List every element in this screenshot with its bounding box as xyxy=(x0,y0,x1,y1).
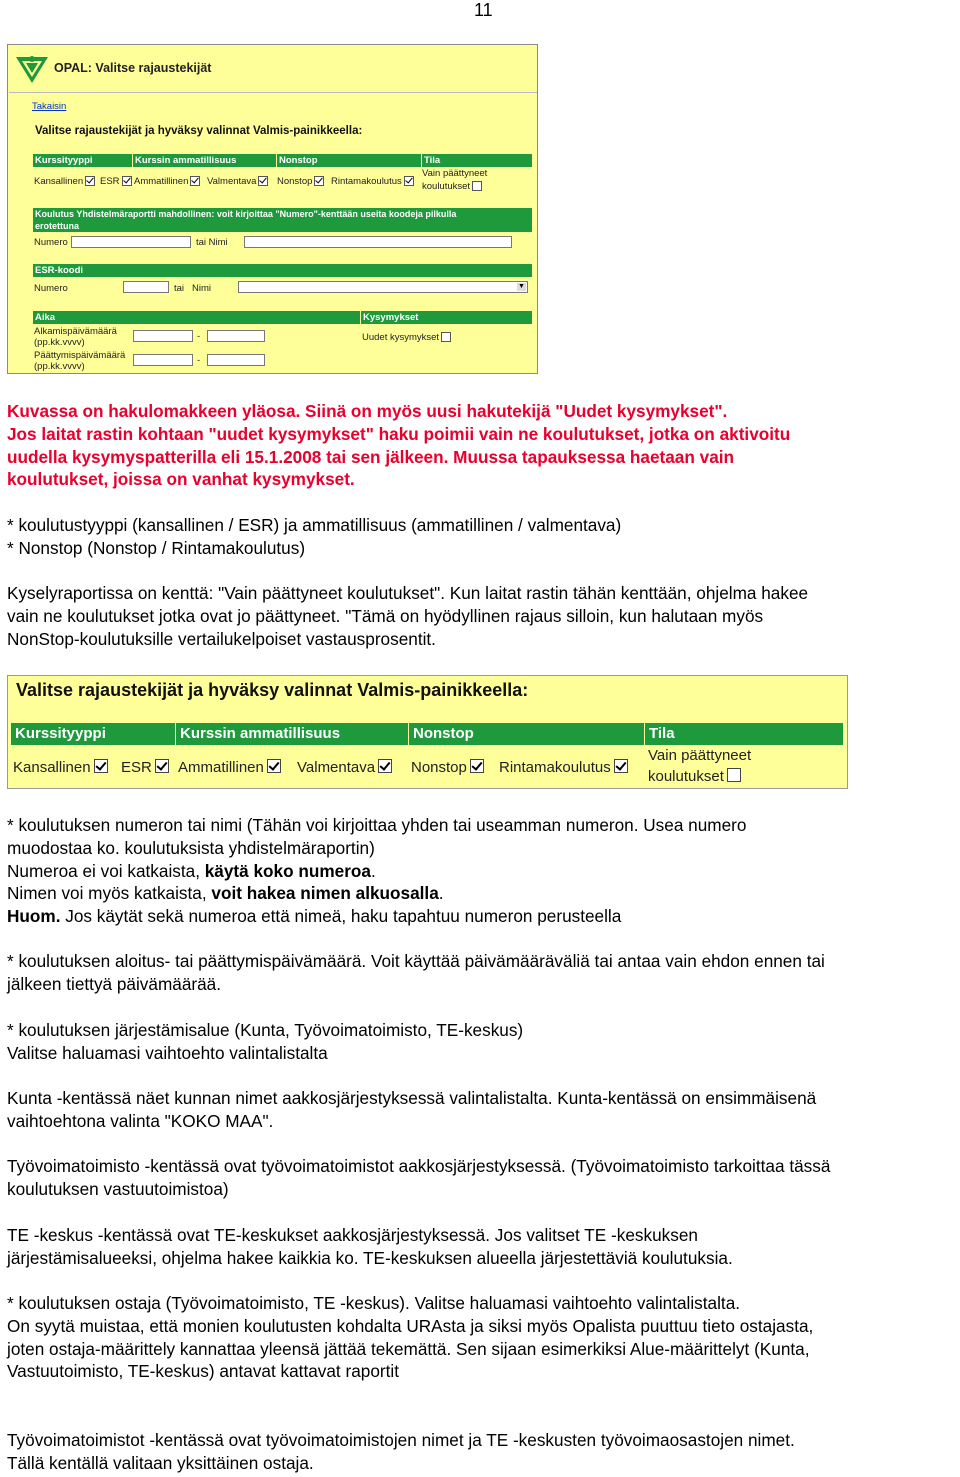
numero-label: Numero xyxy=(34,237,68,248)
paattymis-start-input[interactable] xyxy=(133,354,193,366)
esr-koodi-bar: ESR-koodi xyxy=(33,264,532,277)
alkamis-dash: - xyxy=(197,331,201,342)
tyovoima-section: Työvoimatoimisto -kentässä ovat työvoimatoimistot aakkosjärjestyksessä. (Työvoimatoimisto tarkoittaa tässä koulutuksen vastuutoimistoa) xyxy=(7,1156,831,1199)
kysymykset-bar: Kysymykset xyxy=(361,311,532,324)
option2-valmentava: Valmentava xyxy=(297,759,392,776)
header2-kurssityyppi: Kurssityyppi xyxy=(11,723,175,745)
header-tila: Tila xyxy=(422,154,532,167)
aika-bar: Aika xyxy=(33,311,360,324)
red-note: Kuvassa on hakulomakkeen yläosa. Siinä on myös uusi hakutekijä "Uudet kysymykset". Jos laitat rastin kohtaan "uudet kysymykset" haku poimii vain ne koulutukset, jotka on aktivoitu uudella kysymyspatterilla eli 15.1.2008 tai sen jälkeen. Muussa tapauksessa haetaan vain koulutukset, joissa on vanhat kysymykset. xyxy=(7,401,791,490)
option-ammatillinen: Ammatillinen xyxy=(134,176,200,187)
option-nonstop: Nonstop xyxy=(277,176,324,187)
opal-logo-icon xyxy=(14,53,50,85)
back-link[interactable]: Takaisin xyxy=(32,101,67,112)
paiva-section: * koulutuksen aloitus- tai päättymispäivämäärä. Voit käyttää päivämääräväliä tai antaa vain ehdon ennen tai jälkeen tiettyä päivämäärää. xyxy=(7,951,825,994)
alkamis-label: Alkamispäivämäärä (pp.kk.vvvv) xyxy=(34,326,117,348)
checkbox2-ammatillinen[interactable] xyxy=(267,759,281,773)
option2-nonstop: Nonstop xyxy=(411,759,484,776)
option-uudet-kysymykset: Uudet kysymykset xyxy=(362,332,451,343)
option2-kansallinen: Kansallinen xyxy=(13,759,108,776)
option-tila-line1: Vain päättyneet xyxy=(422,168,488,179)
header-nonstop: Nonstop xyxy=(277,154,421,167)
selection-instruction: Valitse rajaustekijät ja hyväksy valinnat Valmis-painikkeella: xyxy=(16,680,529,700)
esr-numero-label: Numero xyxy=(34,283,68,294)
chevron-down-icon: ▼ xyxy=(518,283,525,290)
form-instruction: Valitse rajaustekijät ja hyväksy valinnat Valmis-painikkeella: xyxy=(35,125,363,137)
checkbox2-valmentava[interactable] xyxy=(378,759,392,773)
alue-section: * koulutuksen järjestämisalue (Kunta, Työvoimatoimisto, TE-keskus) Valitse haluamasi vaihtoehto valintalistalta xyxy=(7,1020,524,1063)
alkamis-end-input[interactable] xyxy=(207,330,265,342)
kunta-section: Kunta -kentässä näet kunnan nimet aakkosjärjestyksessä valintalistalta. Kunta-kentässä on ensimmäisenä vaihtoehtona valinta "KOKO MAA". xyxy=(7,1088,817,1131)
header2-nonstop: Nonstop xyxy=(409,723,644,745)
option-rintamakoulutus: Rintamakoulutus xyxy=(331,176,414,187)
esr-nimi-select[interactable] xyxy=(238,281,528,293)
app-title: OPAL: Valitse rajaustekijät xyxy=(54,61,212,75)
header2-ammatillisuus: Kurssin ammatillisuus xyxy=(176,723,408,745)
header-kurssityyppi: Kurssityyppi xyxy=(33,154,132,167)
option2-rintamakoulutus: Rintamakoulutus xyxy=(499,759,628,776)
numero-section: * koulutuksen numeron tai nimi (Tähän voi kirjoittaa yhden tai useamman numeron. Usea numero muodostaa ko. koulutuksista yhdistelmäraportin) Numeroa ei voi katkaista, käytä koko numeroa. Nimen voi myös katkaista, voit hakea nimen alkuosalla. Huom. Jos käytät sekä numeroa että nimeä, haku tapahtuu numeron perusteella xyxy=(7,815,747,927)
koulutus-bar: Koulutus Yhdistelmäraportti mahdollinen: voit kirjoittaa "Numero"-kenttään useita koodeja pilkulla erotettuna xyxy=(33,208,532,232)
checkbox-esr[interactable] xyxy=(122,176,132,186)
selection-screenshot xyxy=(7,675,848,789)
checkbox2-nonstop[interactable] xyxy=(470,759,484,773)
option-kansallinen: Kansallinen xyxy=(34,176,95,187)
nimi-input[interactable] xyxy=(244,236,512,248)
ostaja-section: * koulutuksen ostaja (Työvoimatoimisto, TE -keskus). Valitse haluamasi vaihtoehto valintalistalta. On syytä muistaa, että monien koulutusten kohdalta URAsta ja siksi myös Opalista puuttuu tieto ostajasta, joten ostaja-määrittely kannattaa yleensä jättää tekemättä. Sen sijaan esimerkiksi Alue-määrittelyt (Kunta, Vastuutoimisto, TE-keskus) antavat kattavat raportit xyxy=(7,1293,814,1382)
paattymis-end-input[interactable] xyxy=(207,354,265,366)
option-tila: koulutukset xyxy=(422,181,482,192)
final-section: Työvoimatoimistot -kentässä ovat työvoimatoimistojen nimet ja TE -keskusten työvoimaosastojen nimet. Tällä kentällä valitaan yksittäinen ostaja. xyxy=(7,1430,795,1473)
checkbox-uudet-kysymykset[interactable] xyxy=(441,332,451,342)
option2-esr: ESR xyxy=(121,759,169,776)
esr-tai-label: tai xyxy=(174,283,185,294)
checkbox-ammatillinen[interactable] xyxy=(190,176,200,186)
esr-nimi-label: Nimi xyxy=(192,283,211,294)
opal-form-screenshot xyxy=(7,44,538,374)
option-esr: ESR xyxy=(100,176,132,187)
page-number: 11 xyxy=(474,0,493,20)
numero-input[interactable] xyxy=(71,236,191,248)
tai-nimi-label: tai Nimi xyxy=(196,237,228,248)
divider xyxy=(9,92,537,93)
esr-numero-input[interactable] xyxy=(123,281,169,293)
checkbox-rintamakoulutus[interactable] xyxy=(404,176,414,186)
checkbox2-rintamakoulutus[interactable] xyxy=(614,759,628,773)
checkbox-nonstop[interactable] xyxy=(314,176,324,186)
bullets-tyyppi: * koulutustyyppi (kansallinen / ESR) ja ammatillisuus (ammatillinen / valmentava) * Nonstop (Nonstop / Rintamakoulutus) xyxy=(7,515,622,558)
option2-tila: koulutukset xyxy=(648,768,741,785)
alkamis-start-input[interactable] xyxy=(133,330,193,342)
checkbox2-esr[interactable] xyxy=(155,759,169,773)
paattymis-label: Päättymispäivämäärä (pp.kk.vvvv) xyxy=(34,350,126,372)
kysely-paragraph: Kyselyraportissa on kenttä: "Vain päättyneet koulutukset". Kun laitat rastin tähän kenttään, ohjelma hakee vain ne koulutukset jotka ovat jo päättyneet. "Tämä on hyödyllinen rajaus silloin, kun halutaan myös NonStop-koulutuksille vertailukelpoiset vastausprosentit. xyxy=(7,583,809,649)
header-ammatillisuus: Kurssin ammatillisuus xyxy=(133,154,276,167)
checkbox-valmentava[interactable] xyxy=(258,176,268,186)
option2-ammatillinen: Ammatillinen xyxy=(178,759,281,776)
checkbox2-kansallinen[interactable] xyxy=(94,759,108,773)
te-section: TE -keskus -kentässä ovat TE-keskukset aakkosjärjestyksessä. Jos valitset TE -keskuksen järjestämisalueeksi, ohjelma hakee kaikkia ko. TE-keskuksen alueella järjestettäviä koulutuksia. xyxy=(7,1225,733,1268)
checkbox2-vain-paattyneet[interactable] xyxy=(727,768,741,782)
checkbox-kansallinen[interactable] xyxy=(85,176,95,186)
checkbox-vain-paattyneet[interactable] xyxy=(472,181,482,191)
option-valmentava: Valmentava xyxy=(207,176,268,187)
paattymis-dash: - xyxy=(197,355,201,366)
option2-tila-line1: Vain päättyneet xyxy=(648,747,752,764)
header2-tila: Tila xyxy=(645,723,843,745)
